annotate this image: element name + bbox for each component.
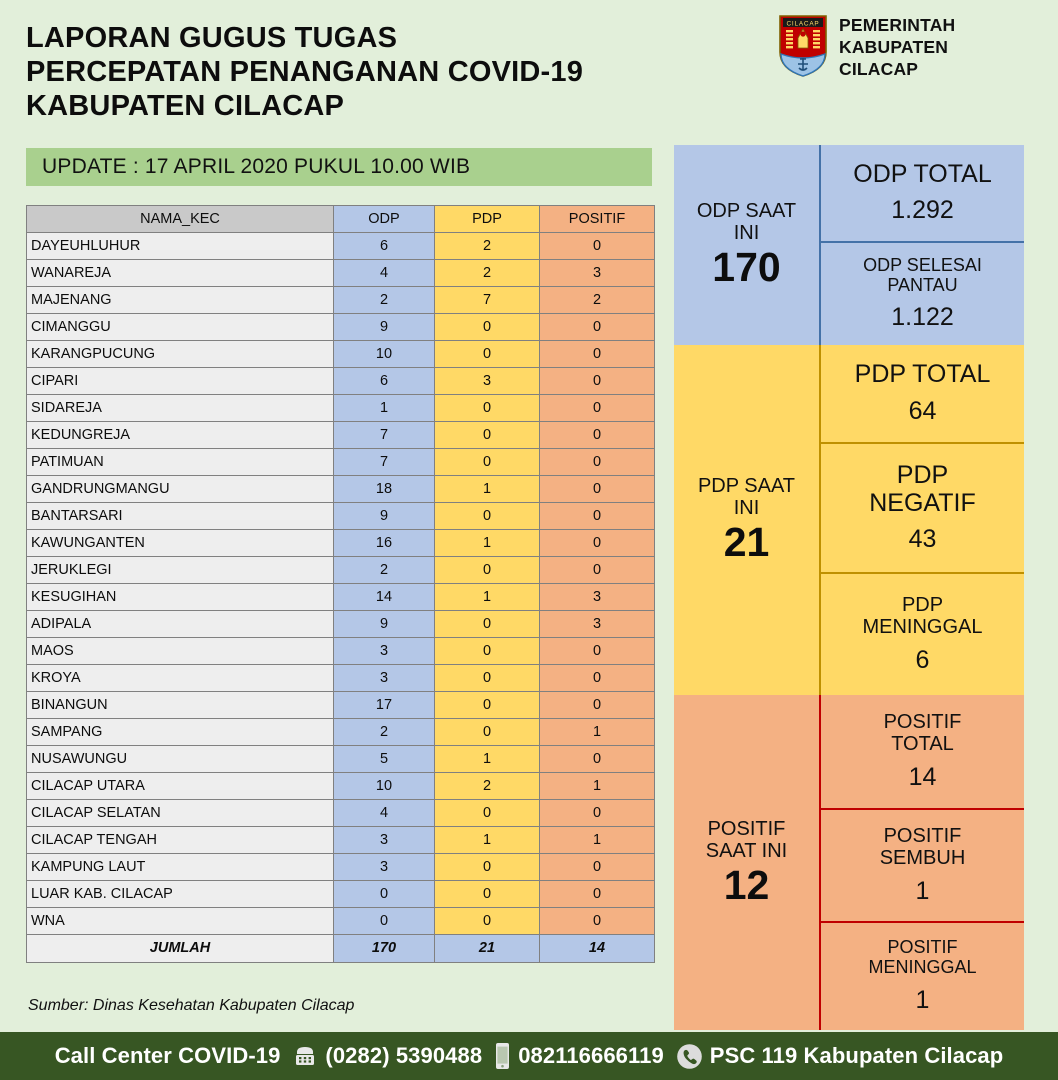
- cell-odp: 10: [334, 773, 435, 800]
- cell-odp: 3: [334, 827, 435, 854]
- odp-current-label-line2: INI: [733, 222, 760, 245]
- positif-current-label-line2: SAAT INI: [705, 839, 788, 862]
- cell-positif: 0: [540, 692, 655, 719]
- pdp-total-cell: [821, 345, 1024, 442]
- odp-current-label-line1: ODP SAAT: [696, 200, 797, 223]
- pdp-total-label: PDP TOTAL: [854, 360, 991, 389]
- cell-positif: 1: [540, 773, 655, 800]
- cell-pdp: 7: [435, 287, 540, 314]
- cell-nama-kec: SAMPANG: [27, 719, 334, 746]
- cell-nama-kec: KAWUNGANTEN: [27, 530, 334, 557]
- odp-total-label: ODP TOTAL: [853, 159, 992, 188]
- cell-odp: 2: [334, 287, 435, 314]
- cell-pdp: 0: [435, 422, 540, 449]
- table-row: [27, 422, 655, 449]
- cell-positif: 0: [540, 395, 655, 422]
- cell-pdp: 1: [435, 476, 540, 503]
- cell-odp: 2: [334, 557, 435, 584]
- cell-positif: 1: [540, 719, 655, 746]
- gov-line-3: CILACAP: [839, 59, 919, 80]
- cell-odp: 3: [334, 638, 435, 665]
- cell-odp: 18: [334, 476, 435, 503]
- cell-positif: 0: [540, 557, 655, 584]
- column-header-pdp: PDP: [435, 206, 540, 233]
- cell-odp: 9: [334, 503, 435, 530]
- title-line-1: LAPORAN GUGUS TUGAS: [26, 22, 398, 54]
- pdp-negatif-cell: [821, 442, 1024, 572]
- cell-positif: 0: [540, 233, 655, 260]
- positif-detail-column: [821, 695, 1024, 1030]
- cell-nama-kec: KESUGIHAN: [27, 584, 334, 611]
- positif-sembuh-label-line1: POSITIF: [883, 825, 962, 847]
- table-row: [27, 503, 655, 530]
- cell-pdp: 1: [435, 530, 540, 557]
- cell-pdp: 0: [435, 665, 540, 692]
- cell-positif: 3: [540, 611, 655, 638]
- cell-nama-kec: KEDUNGREJA: [27, 422, 334, 449]
- government-label: [839, 14, 955, 80]
- cell-pdp: 3: [435, 368, 540, 395]
- kecamatan-table: [26, 205, 655, 963]
- table-total-row: [27, 935, 655, 963]
- odp-selesai-label-line2: PANTAU: [887, 274, 958, 295]
- cell-nama-kec: CILACAP UTARA: [27, 773, 334, 800]
- cell-pdp: 2: [435, 233, 540, 260]
- table-row: [27, 692, 655, 719]
- table-row: [27, 854, 655, 881]
- cell-pdp: 0: [435, 557, 540, 584]
- cell-nama-kec: NUSAWUNGU: [27, 746, 334, 773]
- cell-pdp: 0: [435, 881, 540, 908]
- table-row: [27, 746, 655, 773]
- odp-selesai-value: 1.122: [891, 303, 954, 332]
- cell-positif: 3: [540, 584, 655, 611]
- call-center-label: Call Center COVID-19: [54, 1043, 281, 1068]
- mobile-phone-icon: [494, 1042, 511, 1070]
- cell-positif: 0: [540, 341, 655, 368]
- cell-positif: 0: [540, 881, 655, 908]
- total-odp: 170: [334, 935, 435, 963]
- table-row: [27, 233, 655, 260]
- total-positif: 14: [540, 935, 655, 963]
- cell-nama-kec: KROYA: [27, 665, 334, 692]
- pdp-current-value: 21: [723, 519, 770, 566]
- positif-sembuh-cell: [821, 808, 1024, 921]
- cell-pdp: 0: [435, 314, 540, 341]
- landline-number[interactable]: (0282) 5390488: [325, 1043, 483, 1068]
- table-row: [27, 827, 655, 854]
- cell-positif: 0: [540, 638, 655, 665]
- table-row: [27, 260, 655, 287]
- header: [0, 0, 1058, 136]
- cell-positif: 0: [540, 368, 655, 395]
- cell-odp: 7: [334, 422, 435, 449]
- table-row: [27, 341, 655, 368]
- cell-pdp: 0: [435, 395, 540, 422]
- cell-odp: 10: [334, 341, 435, 368]
- cell-pdp: 1: [435, 584, 540, 611]
- cell-pdp: 0: [435, 692, 540, 719]
- cell-positif: 2: [540, 287, 655, 314]
- column-header-nama-kec: NAMA_KEC: [27, 206, 334, 233]
- cell-nama-kec: LUAR KAB. CILACAP: [27, 881, 334, 908]
- kecamatan-table-container: [26, 205, 654, 963]
- cell-positif: 0: [540, 746, 655, 773]
- cell-positif: 3: [540, 260, 655, 287]
- pdp-meninggal-label-line1: PDP: [901, 594, 944, 616]
- positif-meninggal-label-line1: POSITIF: [887, 937, 958, 958]
- cell-nama-kec: WNA: [27, 908, 334, 935]
- cell-positif: 0: [540, 449, 655, 476]
- table-row: [27, 665, 655, 692]
- table-row: [27, 611, 655, 638]
- positif-total-cell: [821, 695, 1024, 808]
- pdp-current-label-line1: PDP SAAT: [697, 475, 796, 498]
- cell-pdp: 0: [435, 503, 540, 530]
- table-row: [27, 368, 655, 395]
- table-row: [27, 638, 655, 665]
- source-note: Sumber: Dinas Kesehatan Kabupaten Cilacap: [28, 997, 355, 1014]
- cell-nama-kec: JERUKLEGI: [27, 557, 334, 584]
- cell-odp: 0: [334, 881, 435, 908]
- cell-nama-kec: BANTARSARI: [27, 503, 334, 530]
- table-row: [27, 287, 655, 314]
- cell-nama-kec: SIDAREJA: [27, 395, 334, 422]
- pdp-meninggal-label-line2: MENINGGAL: [862, 616, 983, 638]
- positif-summary-group: [674, 695, 1024, 1030]
- cell-odp: 5: [334, 746, 435, 773]
- cell-nama-kec: PATIMUAN: [27, 449, 334, 476]
- cell-odp: 4: [334, 800, 435, 827]
- pdp-negatif-value: 43: [908, 525, 937, 553]
- cell-pdp: 0: [435, 854, 540, 881]
- table-row: [27, 530, 655, 557]
- table-row: [27, 719, 655, 746]
- cell-odp: 9: [334, 314, 435, 341]
- cell-pdp: 0: [435, 719, 540, 746]
- cell-positif: 1: [540, 827, 655, 854]
- table-row: [27, 395, 655, 422]
- cell-nama-kec: DAYEUHLUHUR: [27, 233, 334, 260]
- positif-current-label-line1: POSITIF: [707, 817, 786, 840]
- pdp-negatif-label-line1: PDP: [896, 461, 949, 489]
- cell-positif: 0: [540, 800, 655, 827]
- cell-nama-kec: GANDRUNGMANGU: [27, 476, 334, 503]
- pdp-current-label-line2: INI: [733, 497, 760, 520]
- cell-nama-kec: MAJENANG: [27, 287, 334, 314]
- table-row: [27, 908, 655, 935]
- mobile-number[interactable]: 082116666119: [518, 1043, 664, 1068]
- cell-nama-kec: KAMPUNG LAUT: [27, 854, 334, 881]
- cell-nama-kec: CIPARI: [27, 368, 334, 395]
- positif-sembuh-label-line2: SEMBUH: [879, 847, 966, 869]
- pdp-negatif-label-line2: NEGATIF: [869, 488, 976, 517]
- table-row: [27, 881, 655, 908]
- positif-total-label-line1: POSITIF: [883, 711, 962, 733]
- update-timestamp-bar: UPDATE : 17 APRIL 2020 PUKUL 10.00 WIB: [26, 148, 652, 186]
- cell-nama-kec: CILACAP TENGAH: [27, 827, 334, 854]
- odp-total-cell: [821, 145, 1024, 241]
- pdp-detail-column: [821, 345, 1024, 695]
- odp-current-value: 170: [712, 244, 781, 291]
- positif-current-value: 12: [723, 861, 770, 908]
- pdp-meninggal-value: 6: [915, 646, 930, 674]
- positif-sembuh-value: 1: [915, 877, 930, 905]
- cell-odp: 9: [334, 611, 435, 638]
- total-pdp: 21: [435, 935, 540, 963]
- odp-total-value: 1.292: [891, 196, 954, 225]
- cell-pdp: 1: [435, 827, 540, 854]
- cell-nama-kec: BINANGUN: [27, 692, 334, 719]
- column-header-odp: ODP: [334, 206, 435, 233]
- cell-positif: 0: [540, 530, 655, 557]
- telephone-icon: [292, 1043, 318, 1069]
- cell-odp: 6: [334, 368, 435, 395]
- total-label: JUMLAH: [27, 935, 334, 963]
- gov-line-2: KABUPATEN: [839, 37, 949, 58]
- cell-odp: 0: [334, 908, 435, 935]
- cell-odp: 7: [334, 449, 435, 476]
- positif-meninggal-label-line2: MENINGGAL: [868, 957, 977, 977]
- cell-nama-kec: CIMANGGU: [27, 314, 334, 341]
- cell-odp: 16: [334, 530, 435, 557]
- table-row: [27, 557, 655, 584]
- cell-pdp: 0: [435, 611, 540, 638]
- positif-total-label-line2: TOTAL: [891, 733, 954, 755]
- table-row: [27, 800, 655, 827]
- summary-panels: [674, 145, 1024, 1030]
- footer-call-center-bar: [0, 1032, 1058, 1080]
- positif-meninggal-value: 1: [915, 985, 930, 1014]
- cell-nama-kec: CILACAP SELATAN: [27, 800, 334, 827]
- cell-pdp: 0: [435, 638, 540, 665]
- cilacap-crest-icon: [777, 14, 829, 78]
- cell-pdp: 0: [435, 908, 540, 935]
- cell-odp: 1: [334, 395, 435, 422]
- cell-nama-kec: WANAREJA: [27, 260, 334, 287]
- table-body: [27, 233, 655, 963]
- cell-odp: 3: [334, 665, 435, 692]
- odp-current-cell: [674, 145, 821, 345]
- table-row: [27, 584, 655, 611]
- table-row: [27, 314, 655, 341]
- government-branding: [777, 14, 955, 80]
- cell-positif: 0: [540, 314, 655, 341]
- table-row: [27, 476, 655, 503]
- column-header-positif: POSITIF: [540, 206, 655, 233]
- pdp-summary-group: [674, 345, 1024, 695]
- odp-selesai-label-line1: ODP SELESAI: [863, 254, 982, 275]
- table-row: [27, 773, 655, 800]
- cell-pdp: 2: [435, 260, 540, 287]
- cell-odp: 3: [334, 854, 435, 881]
- cell-pdp: 2: [435, 773, 540, 800]
- cell-nama-kec: KARANGPUCUNG: [27, 341, 334, 368]
- cell-pdp: 0: [435, 341, 540, 368]
- cell-odp: 14: [334, 584, 435, 611]
- gov-line-1: PEMERINTAH: [839, 15, 956, 35]
- cell-positif: 0: [540, 854, 655, 881]
- odp-detail-column: [821, 145, 1024, 345]
- cell-odp: 4: [334, 260, 435, 287]
- pdp-total-value: 64: [908, 396, 937, 425]
- pdp-meninggal-cell: [821, 572, 1024, 695]
- cell-positif: 0: [540, 908, 655, 935]
- cell-nama-kec: ADIPALA: [27, 611, 334, 638]
- cell-positif: 0: [540, 503, 655, 530]
- phone-handset-icon: [676, 1043, 703, 1070]
- odp-summary-group: [674, 145, 1024, 345]
- positif-total-value: 14: [908, 763, 937, 791]
- pdp-current-cell: [674, 345, 821, 695]
- cell-positif: 0: [540, 665, 655, 692]
- title-line-2: PERCEPATAN PENANGANAN COVID-19: [26, 55, 584, 88]
- positif-meninggal-cell: [821, 921, 1024, 1030]
- title-line-3: KABUPATEN CILACAP: [26, 89, 345, 122]
- cell-pdp: 0: [435, 800, 540, 827]
- table-row: [27, 449, 655, 476]
- page-title: [26, 22, 583, 124]
- cell-odp: 6: [334, 233, 435, 260]
- cell-pdp: 1: [435, 746, 540, 773]
- cell-positif: 0: [540, 422, 655, 449]
- cell-odp: 2: [334, 719, 435, 746]
- table-header-row: [27, 206, 655, 233]
- cell-nama-kec: MAOS: [27, 638, 334, 665]
- cell-odp: 17: [334, 692, 435, 719]
- positif-current-cell: [674, 695, 821, 1030]
- svg-text:CILACAP: CILACAP: [786, 20, 820, 28]
- cell-pdp: 0: [435, 449, 540, 476]
- cell-positif: 0: [540, 476, 655, 503]
- psc-label: PSC 119 Kabupaten Cilacap: [709, 1043, 1004, 1068]
- odp-selesai-pantau-cell: [821, 241, 1024, 345]
